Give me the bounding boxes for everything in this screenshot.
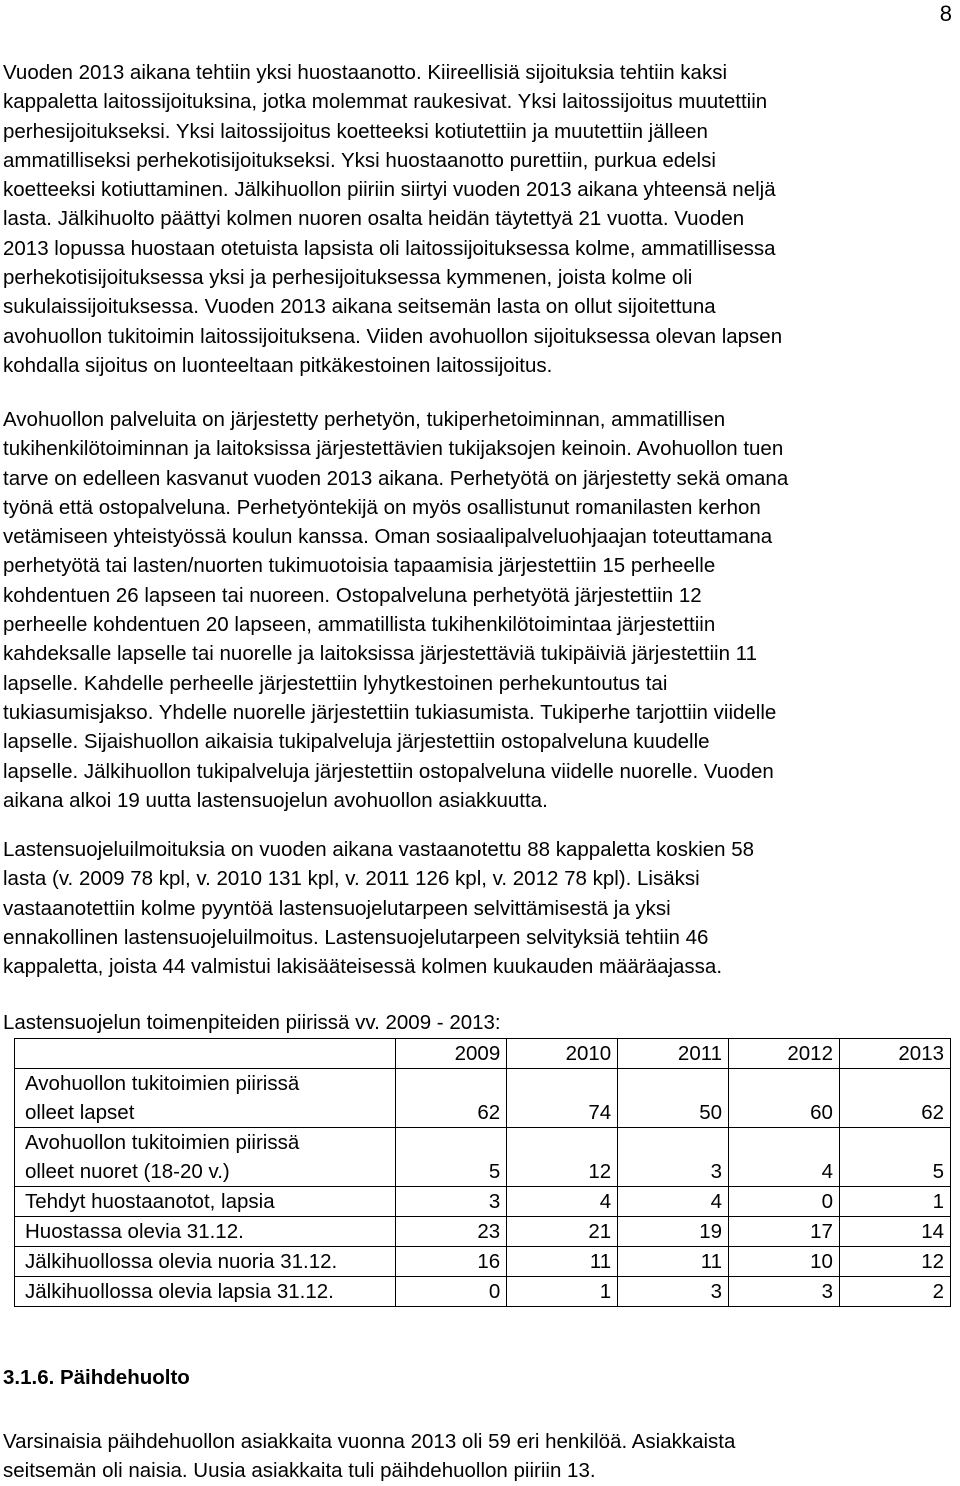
year-header-cell: 2009 [396,1039,507,1069]
text-line: Avohuollon palveluita on järjestetty perhetyön, tukiperhetoiminnan, ammatillisen [3,408,726,431]
text-line: ennakollinen lastensuojeluilmoitus. Lastensuojelutarpeen selvityksiä tehtiin 46 [3,925,709,949]
text-line: 2013 lopussa huostaan otetuista lapsista oli laitossijoituksessa kolme, ammatillisessa [3,236,776,260]
value-cell: 62 [396,1069,507,1128]
value-cell: 3 [618,1128,729,1187]
text-line: avohuollon tukitoimin laitossijoituksena. Viiden avohuollon sijoituksessa olevan lapsen [3,324,783,348]
text-line: lapselle. Jälkihuollon tukipalveluja järjestettiin ostopalveluna viidelle nuorelle. Vuoden [3,759,774,783]
value-cell: 12 [839,1247,950,1277]
child-welfare-table [14,1038,951,1307]
value-cell: 5 [839,1128,950,1187]
table-corner-cell [15,1039,396,1069]
text-line: lapselle. Kahdelle perheelle järjestettiin lyhytkestoinen perhekuntoutus tai [3,671,668,695]
row-label-cell [15,1247,396,1277]
value-cell: 3 [396,1187,507,1217]
value-cell: 4 [729,1128,840,1187]
text-line: ammatilliseksi perhekotisijoitukseksi. Yksi huostaanotto purettiin, purkua edelsi [3,148,716,172]
row-label-cell [15,1187,396,1217]
value-cell: 62 [839,1069,950,1128]
row-label-line: Tehdyt huostaanotot, lapsia [25,1190,275,1213]
text-line: kappaletta laitossijoituksina, jotka molemmat raukesivat. Yksi laitossijoitus muutettiin [3,90,768,114]
paragraph-placements [3,58,958,380]
value-cell: 0 [396,1277,507,1307]
value-cell: 10 [729,1247,840,1277]
value-cell: 1 [839,1187,950,1217]
value-cell: 5 [396,1128,507,1187]
text-line: vetämiseen yhteistyössä koulun kanssa. Oman sosiaalipalveluohjaajan toteuttamana [3,525,773,549]
value-cell: 4 [618,1187,729,1217]
text-line: Vuoden 2013 aikana tehtiin yksi huostaanotto. Kiireellisiä sijoituksia tehtiin kaksi [3,61,727,84]
table-row [15,1128,951,1187]
row-label-cell [15,1128,396,1187]
paragraph-child-welfare-notifications [3,835,958,981]
text-line: lasta. Jälkihuolto päättyi kolmen nuoren osalta heidän täytettyä 21 vuotta. Vuoden [3,207,745,231]
year-header-cell: 2011 [618,1039,729,1069]
row-label-cell [15,1277,396,1307]
row-label-line: Jälkihuollossa olevia lapsia 31.12. [25,1280,334,1303]
table-row [15,1187,951,1217]
value-cell: 50 [618,1069,729,1128]
paragraph-substance-abuse-care [3,1427,958,1486]
paragraph-open-care-services [3,405,958,815]
value-cell: 23 [396,1217,507,1247]
value-cell: 0 [729,1187,840,1217]
text-line: vastaanotettiin kolme pyyntöä lastensuojelutarpeen selvittämisestä ja yksi [3,896,671,920]
text-line: Lastensuojeluilmoituksia on vuoden aikana vastaanotettu 88 kappaletta koskien 58 [3,838,755,861]
value-cell: 74 [507,1069,618,1128]
text-line: aikana alkoi 19 uutta lastensuojelun avohuollon asiakkuutta. [3,788,548,812]
year-header-cell: 2010 [507,1039,618,1069]
row-label-cell [15,1217,396,1247]
table-header-row [15,1039,951,1069]
value-cell: 11 [618,1247,729,1277]
value-cell: 60 [729,1069,840,1128]
row-label-line: Avohuollon tukitoimien piirissä [25,1131,300,1154]
text-line: perhesijoitukseksi. Yksi laitossijoitus koetteeksi kotiutettiin ja muutettiin jälleen [3,119,708,143]
value-cell: 14 [839,1217,950,1247]
year-header-cell: 2013 [839,1039,950,1069]
row-label-line: Huostassa olevia 31.12. [25,1220,244,1243]
value-cell: 21 [507,1217,618,1247]
table-caption: Lastensuojelun toimenpiteiden piirissä vv. 2009 - 2013: [3,1011,501,1034]
table-row [15,1069,951,1128]
value-cell: 1 [507,1277,618,1307]
table-row [15,1217,951,1247]
text-line: tukiasumisjakso. Yhdelle nuorelle järjestettiin tukiasumista. Tukiperhe tarjottiin viidelle [3,700,777,724]
row-label-line: Jälkihuollossa olevia nuoria 31.12. [25,1250,338,1273]
text-line: perhetyötä tai lasten/nuorten tukimuotoisia tapaamisia järjestettiin 15 perheelle [3,554,716,578]
value-cell: 11 [507,1247,618,1277]
value-cell: 2 [839,1277,950,1307]
text-line: lasta (v. 2009 78 kpl, v. 2010 131 kpl, v. 2011 126 kpl, v. 2012 78 kpl). Lisäksi [3,867,700,891]
table-row [15,1247,951,1277]
text-line: tukihenkilötoiminnan ja laitoksissa järjestettävien tukijaksojen keinoin. Avohuollon tuen [3,437,784,461]
text-line: koetteeksi kotiuttaminen. Jälkihuollon piiriin siirtyi vuoden 2013 aikana yhteensä neljä [3,178,776,202]
table-row [15,1277,951,1307]
row-label-cell [15,1069,396,1128]
text-line: sukulaissijoituksessa. Vuoden 2013 aikana seitsemän lasta on ollut sijoitettuna [3,295,716,319]
row-label-line: Avohuollon tukitoimien piirissä [25,1072,300,1095]
value-cell: 19 [618,1217,729,1247]
value-cell: 12 [507,1128,618,1187]
text-line: työnä että ostopalveluna. Perhetyöntekijä on myös osallistunut romanilasten kerhon [3,495,761,519]
row-label-line: olleet lapset [25,1101,135,1124]
text-line: kohdalla sijoitus on luonteeltaan pitkäkestoinen laitossijoitus. [3,353,553,377]
text-line: tarve on edelleen kasvanut vuoden 2013 aikana. Perhetyötä on järjestetty sekä omana [3,466,789,490]
section-heading: 3.1.6. Päihdehuolto [3,1366,190,1389]
text-line: Varsinaisia päihdehuollon asiakkaita vuonna 2013 oli 59 eri henkilöä. Asiakkaista [3,1430,736,1453]
text-line: perhekotisijoituksessa yksi ja perhesijoituksessa kymmenen, joista kolme oli [3,266,693,290]
value-cell: 3 [729,1277,840,1307]
text-line: kohdentuen 26 lapseen tai nuoreen. Ostopalveluna perhetyötä järjestettiin 12 [3,583,702,607]
value-cell: 3 [618,1277,729,1307]
year-header-cell: 2012 [729,1039,840,1069]
value-cell: 4 [507,1187,618,1217]
row-label-line: olleet nuoret (18-20 v.) [25,1160,230,1183]
text-line: kappaletta, joista 44 valmistui lakisääteisessä kolmen kuukauden määräajassa. [3,955,723,979]
text-line: seitsemän oli naisia. Uusia asiakkaita tuli päihdehuollon piiriin 13. [3,1459,596,1483]
page-number: 8 [939,1,952,26]
value-cell: 16 [396,1247,507,1277]
text-line: perheelle kohdentuen 20 lapseen, ammatillista tukihenkilötoimintaa järjestettiin [3,613,716,637]
value-cell: 17 [729,1217,840,1247]
text-line: lapselle. Sijaishuollon aikaisia tukipalveluja järjestettiin ostopalveluna kuudelle [3,730,710,754]
text-line: kahdeksalle lapselle tai nuorelle ja laitoksissa järjestettäviä tukipäiviä järjestettiin 11 [3,642,757,666]
